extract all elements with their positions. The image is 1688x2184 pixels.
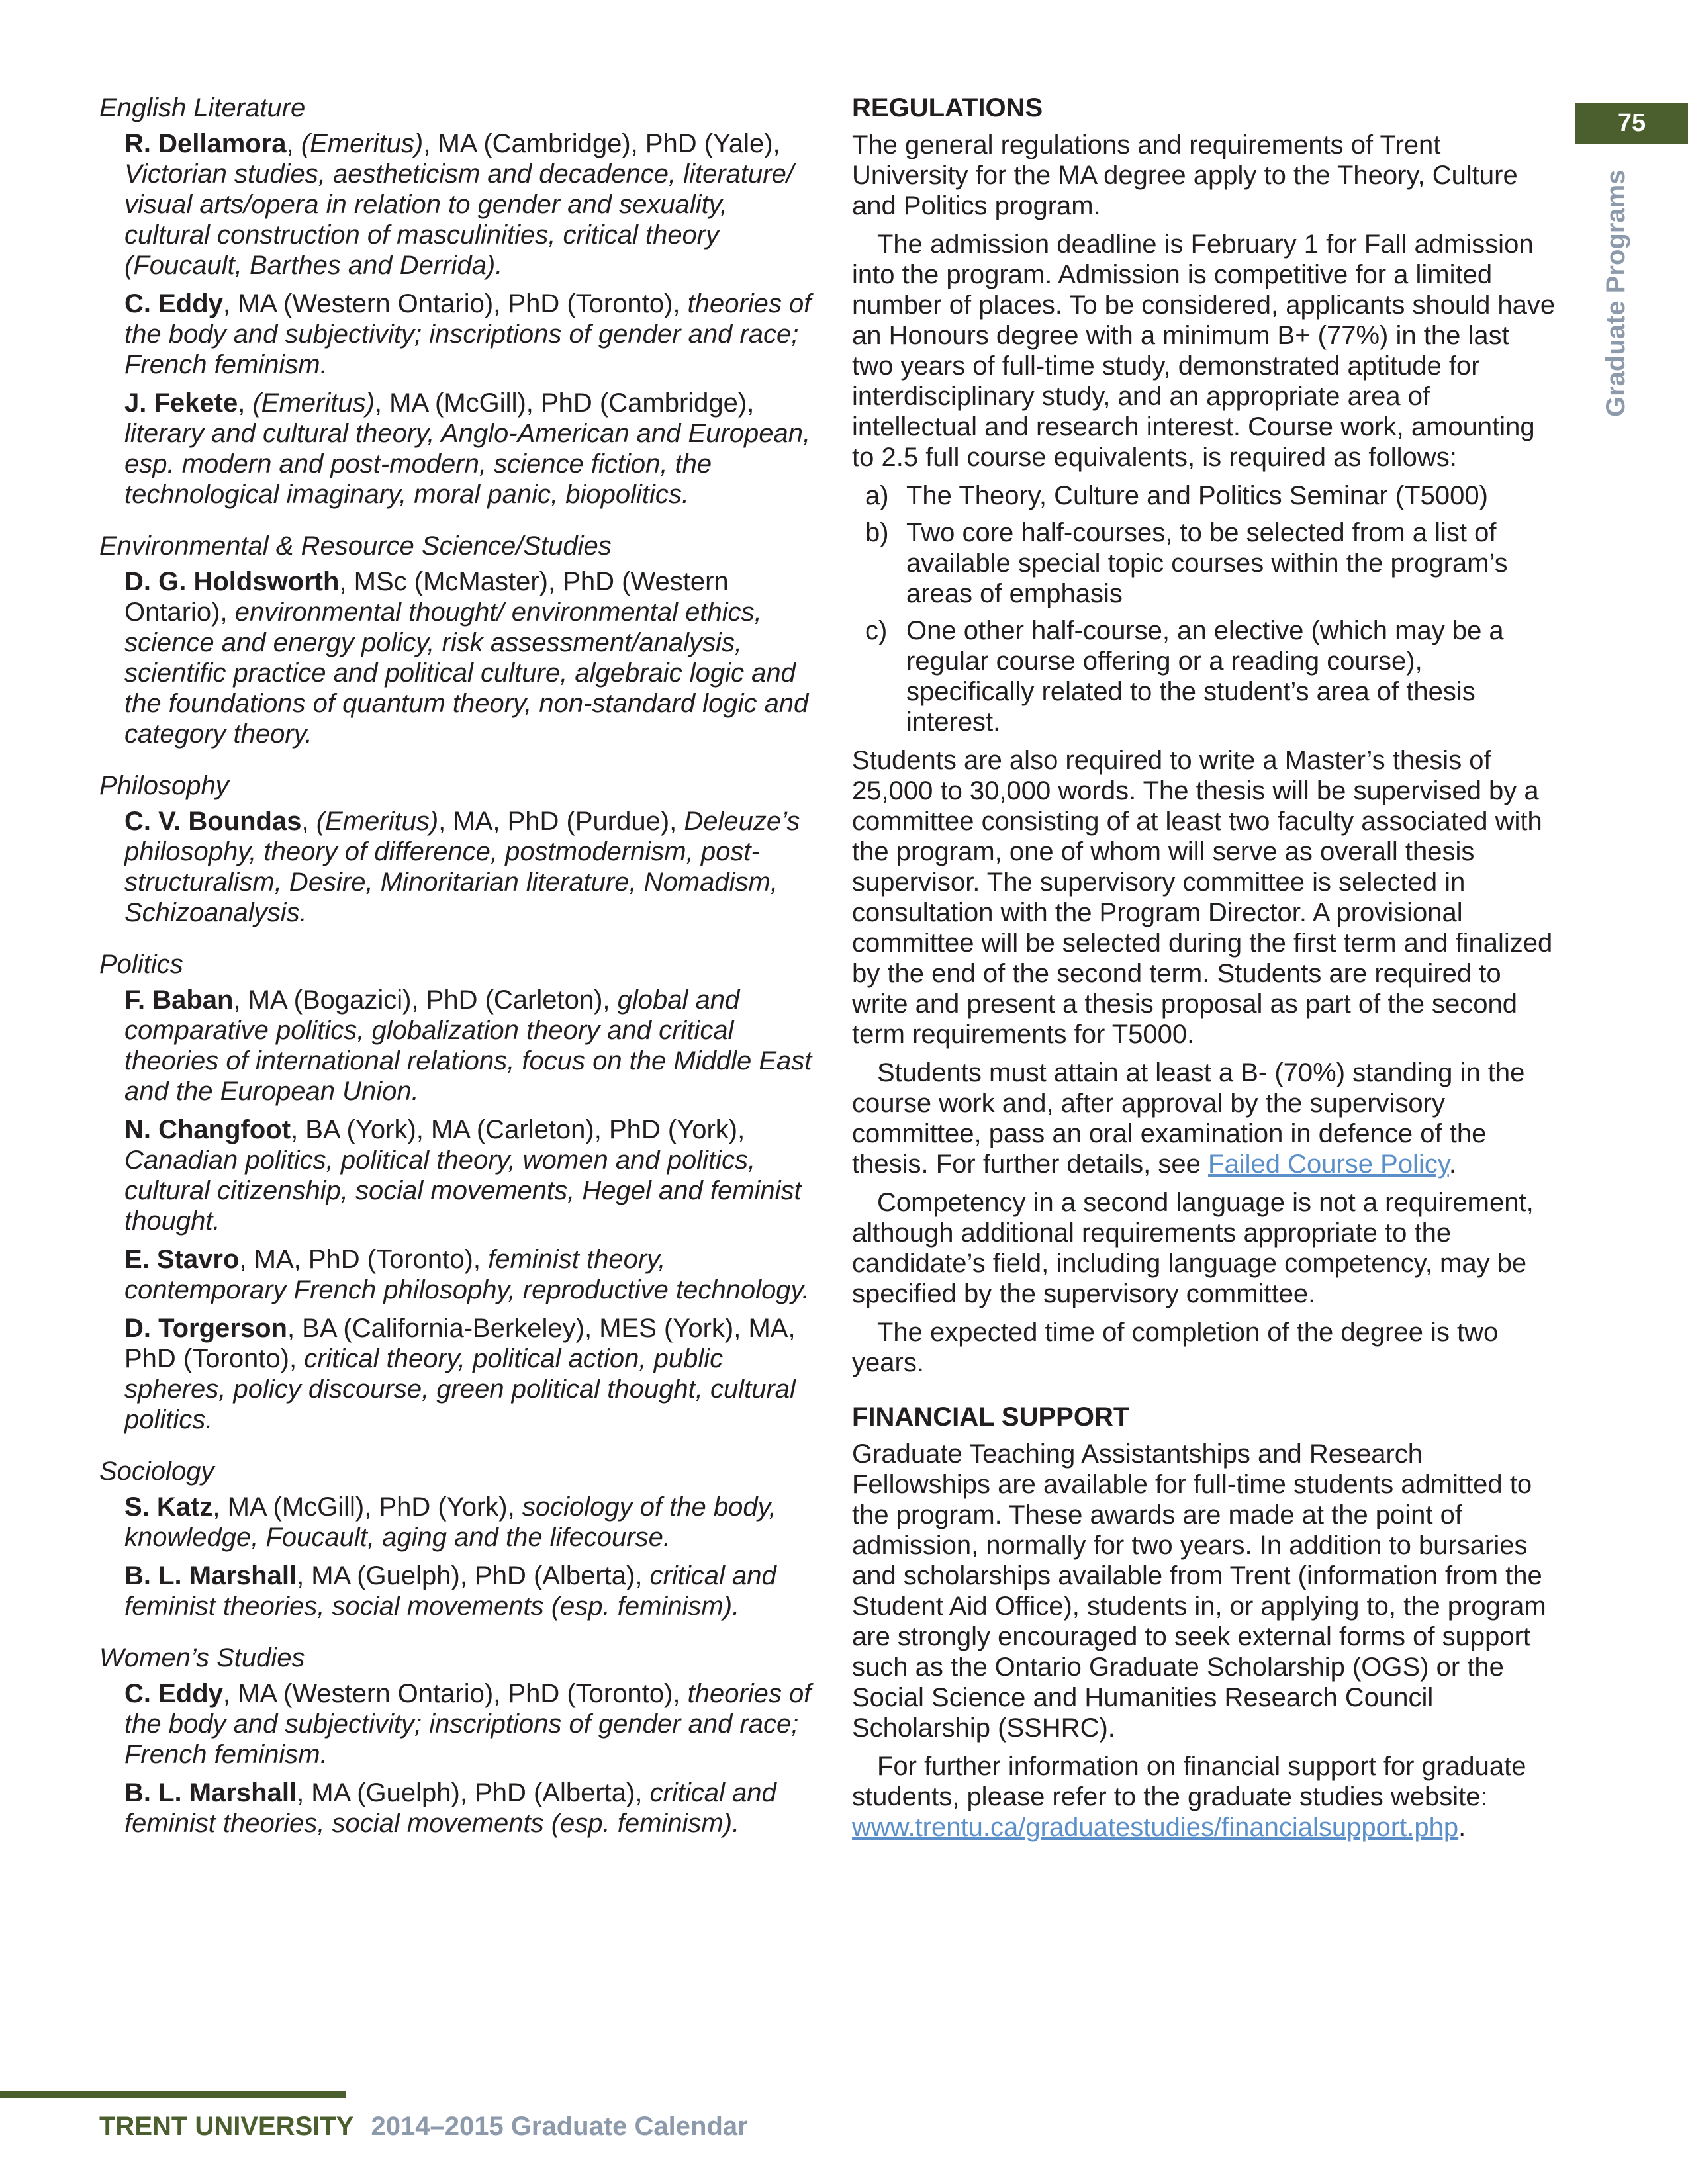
faculty-interests: critical and feminist theories, social movements (esp. feminism).	[124, 1561, 776, 1621]
faculty-section	[99, 949, 814, 1435]
faculty-section	[99, 1643, 814, 1839]
requirement-item	[865, 480, 1557, 511]
language-paragraph: Competency in a second language is not a requirement, although additional requirements appropriate to the candidate’s field, including language competency, may be specified by the supervisory committee.	[852, 1188, 1534, 1308]
financial-info-end: .	[1458, 1813, 1466, 1842]
faculty-entry: C. V. Boundas, (Emeritus), MA, PhD (Purdue), Deleuze’s philosophy, theory of difference, postmodernism, post-structuralism, Desire, Minoritarian literature, Nomadism, Schizoanalysis.	[124, 807, 800, 927]
faculty-interests: critical theory, political action, public spheres, policy discourse, green political thought, cultural politics.	[124, 1344, 796, 1434]
emeritus-tag: (Emeritus)	[301, 129, 424, 158]
financial-info-paragraph	[852, 1751, 1557, 1843]
department-heading: English Literature	[99, 93, 306, 122]
completion-paragraph: The expected time of completion of the degree is two years.	[852, 1318, 1499, 1377]
requirement-text: The Theory, Culture and Politics Seminar (T5000)	[906, 481, 1488, 510]
faculty-name: B. L. Marshall	[124, 1778, 297, 1807]
faculty-entry	[124, 1492, 814, 1553]
faculty-degrees: , MA (Cambridge), PhD (Yale),	[423, 129, 780, 158]
faculty-interests: literary and cultural theory, Anglo-American and European, esp. modern and post-modern, science fiction, the technological imaginary, moral panic, biopolitics.	[124, 419, 811, 509]
faculty-name: C. Eddy	[124, 289, 223, 318]
faculty-name: N. Changfoot	[124, 1115, 291, 1144]
faculty-name: C. Eddy	[124, 1679, 223, 1708]
footer	[99, 2111, 748, 2142]
faculty-interests: Victorian studies, aestheticism and decadence, literature/ visual arts/opera in relation to gender and sexuality, cultural construction of masculinities, critical theory (Foucault, Barthes and Derrida).	[124, 159, 794, 280]
faculty-degrees: , MA, PhD (Toronto),	[239, 1245, 489, 1274]
department-heading: Philosophy	[99, 771, 229, 800]
faculty-entry	[124, 289, 814, 380]
department-heading: Women’s Studies	[99, 1643, 305, 1672]
requirement-text: One other half-course, an elective (which may be a regular course offering or a reading course), specifically related to the student’s area of thesis interest.	[906, 616, 1504, 737]
faculty-degrees: , MA (Bogazici), PhD (Carleton),	[233, 985, 618, 1015]
faculty-interests: global and comparative politics, globalization theory and critical theories of international relations, focus on the Middle East and the European Union.	[124, 985, 812, 1106]
failed-course-policy-link[interactable]: Failed Course Policy	[1208, 1150, 1449, 1179]
footer-university: TRENT UNIVERSITY	[99, 2112, 354, 2141]
faculty-degrees: , BA (York), MA (Carleton), PhD (York),	[291, 1115, 745, 1144]
faculty-interests: environmental thought/ environmental ethics, science and energy policy, risk assessment/analysis, scientific practice and political culture, algebraic logic and the foundations of quantum theory, non-standard logic and category theory.	[124, 598, 809, 749]
admission-paragraph: The admission deadline is February 1 for Fall admission into the program. Admission is competitive for a limited number of places. To be considered, applicants should have an Honours degree with a minimum B+ (77%) in the last two years of full-time study, demonstrated aptitude for interdisciplinary study, and an appropriate area of intellectual and research interest. Course work, amounting to 2.5 full course equivalents, is required as follows:	[852, 230, 1556, 472]
faculty-name: R. Dellamora	[124, 129, 287, 158]
faculty-degrees: , MA (Western Ontario), PhD (Toronto),	[222, 1679, 688, 1708]
faculty-name: B. L. Marshall	[124, 1561, 297, 1590]
standing-end: .	[1448, 1150, 1456, 1179]
footer-calendar: 2014–2015 Graduate Calendar	[371, 2112, 748, 2141]
page-number: 75	[1575, 103, 1688, 144]
regulations-column	[852, 93, 1557, 1850]
financial-support-link[interactable]: www.trentu.ca/graduatestudies/financialsupport.php	[852, 1813, 1459, 1842]
faculty-degrees: , MA, PhD (Purdue),	[438, 807, 684, 836]
faculty-entry	[124, 985, 814, 1107]
faculty-interests: theories of the body and subjectivity; inscriptions of gender and race; French feminism.	[124, 289, 812, 379]
requirement-label: c)	[865, 616, 888, 645]
requirements-list	[852, 480, 1557, 737]
department-heading: Politics	[99, 950, 183, 979]
faculty-interests: Deleuze’s philosophy, theory of difference, postmodernism, post-structuralism, Desire, Minoritarian literature, Nomadism, Schizoanalysis.	[124, 807, 800, 927]
faculty-section	[99, 531, 814, 749]
faculty-interests: sociology of the body, knowledge, Foucault, aging and the lifecourse.	[124, 1492, 776, 1552]
faculty-entry: R. Dellamora, (Emeritus), MA (Cambridge), PhD (Yale), Victorian studies, aestheticism and decadence, literature/ visual arts/opera in relation to gender and sexuality, cultural construction of masculinities, critical theory (Foucault, Barthes and Derrida).	[124, 129, 794, 280]
standing-text: Students must attain at least a B- (70%) standing in the course work and, after approval by the supervisory committee, pass an oral examination in defence of the thesis. For further details, see	[852, 1058, 1525, 1179]
faculty-interests: critical and feminist theories, social movements (esp. feminism).	[124, 1778, 776, 1838]
faculty-name: E. Stavro	[124, 1245, 240, 1274]
faculty-degrees: , MA (Western Ontario), PhD (Toronto),	[222, 289, 688, 318]
faculty-entry	[124, 1244, 814, 1305]
faculty-section	[99, 770, 814, 928]
requirement-text: Two core half-courses, to be selected from a list of available special topic courses within the program’s areas of emphasis	[906, 518, 1508, 608]
faculty-degrees: , MA (McGill), PhD (Cambridge),	[374, 388, 755, 418]
faculty-entry	[124, 1115, 814, 1236]
faculty-degrees: , MA (McGill), PhD (York),	[212, 1492, 522, 1522]
faculty-section	[99, 1456, 814, 1621]
requirement-item	[865, 518, 1557, 609]
financial-paragraph: Graduate Teaching Assistantships and Research Fellowships are available for full-time students admitted to the program. These awards are made at the point of admission, normally for two years. In addition to bursaries and scholarships available from Trent (information from the Student Aid Office), students in, or applying to, the program are strongly encouraged to seek external forms of support such as the Ontario Graduate Scholarship (OGS) or the Social Science and Humanities Research Council Scholarship (SSHRC).	[852, 1439, 1546, 1743]
faculty-name: J. Fekete	[124, 388, 238, 418]
financial-info-text: For further information on financial support for graduate students, please refer to the graduate studies website:	[852, 1752, 1526, 1811]
requirement-item	[865, 615, 1557, 737]
faculty-degrees: , MA (Guelph), PhD (Alberta),	[297, 1778, 650, 1807]
faculty-degrees: , BA (California-Berkeley), MES (York), MA, PhD (Toronto),	[124, 1314, 796, 1373]
standing-paragraph	[852, 1058, 1557, 1179]
faculty-section	[99, 93, 814, 510]
faculty-entry	[124, 567, 814, 749]
requirement-label: b)	[865, 518, 889, 547]
faculty-entry	[124, 1561, 814, 1621]
faculty-entry	[124, 1778, 814, 1839]
faculty-entry	[124, 1313, 814, 1435]
faculty-interests: feminist theory, contemporary French philosophy, reproductive technology.	[124, 1245, 810, 1304]
faculty-interests: Canadian politics, political theory, women and politics, cultural citizenship, social movements, Hegel and feminist thought.	[124, 1146, 802, 1236]
faculty-name: C. V. Boundas	[124, 807, 302, 836]
side-section-label: Graduate Programs	[1601, 169, 1630, 417]
faculty-name: S. Katz	[124, 1492, 213, 1522]
faculty-degrees: , MA (Guelph), PhD (Alberta),	[297, 1561, 650, 1590]
emeritus-tag: (Emeritus)	[252, 388, 375, 418]
footer-rule	[0, 2091, 346, 2098]
thesis-paragraph: Students are also required to write a Master’s thesis of 25,000 to 30,000 words. The thesis will be supervised by a committee consisting of at least two faculty associated with the program, one of whom will serve as overall thesis supervisor. The supervisory committee is selected in consultation with the Program Director. A provisional committee will be selected during the first term and finalized by the end of the second term. Students are required to write and present a thesis proposal as part of the second term requirements for T5000.	[852, 746, 1553, 1049]
faculty-interests: theories of the body and subjectivity; inscriptions of gender and race; French feminism.	[124, 1679, 812, 1769]
faculty-column	[99, 93, 814, 1860]
faculty-name: D. G. Holdsworth	[124, 567, 340, 596]
regulations-heading: REGULATIONS	[852, 93, 1043, 122]
regulations-paragraph: The general regulations and requirements of Trent University for the MA degree apply to the Theory, Culture and Politics program.	[852, 130, 1518, 220]
faculty-entry	[124, 1678, 814, 1770]
faculty-entry: J. Fekete, (Emeritus), MA (McGill), PhD (Cambridge), literary and cultural theory, Anglo-American and European, esp. modern and post-modern, science fiction, the technological imaginary, moral panic, biopolitics.	[124, 388, 811, 509]
faculty-name: F. Baban	[124, 985, 234, 1015]
requirement-label: a)	[865, 481, 889, 510]
faculty-name: D. Torgerson	[124, 1314, 287, 1343]
financial-support-heading: FINANCIAL SUPPORT	[852, 1402, 1130, 1432]
department-heading: Sociology	[99, 1457, 214, 1486]
department-heading: Environmental & Resource Science/Studies	[99, 531, 612, 561]
faculty-degrees: , MSc (McMaster), PhD (Western Ontario),	[124, 567, 729, 627]
emeritus-tag: (Emeritus)	[316, 807, 439, 836]
